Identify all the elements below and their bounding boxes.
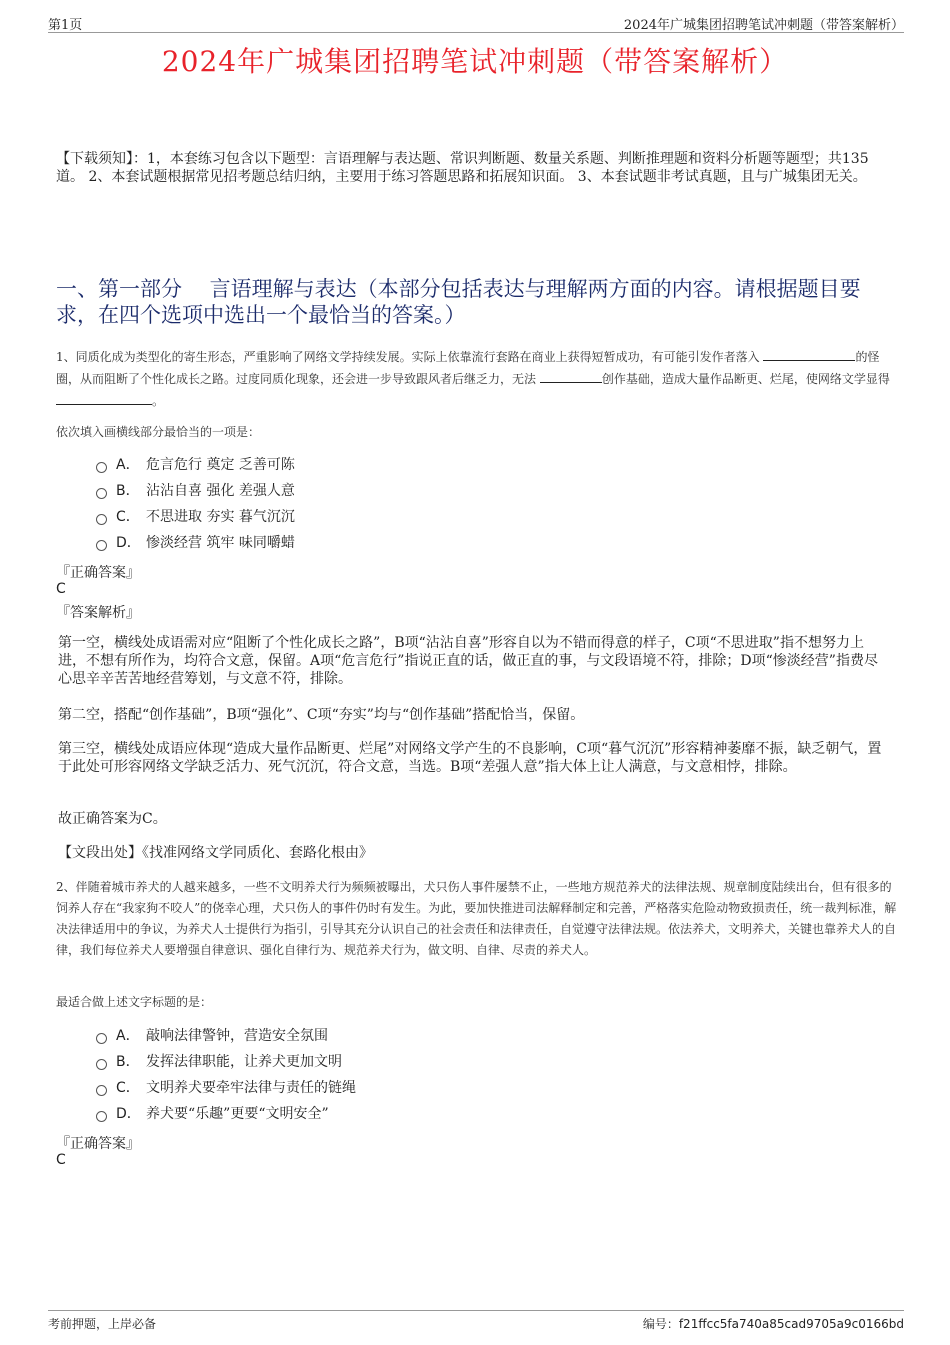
option-c[interactable]: C． 不思进取 夯实 暮气沉沉 [96,504,295,530]
option-b[interactable]: B． 沾沾自喜 强化 差强人意 [96,478,295,504]
analysis-paragraph-1: 第一空，横线处成语需对应“阻断了个性化成长之路”，B项“沾沾自喜”形容自以为不错而得意的样子，C项“不思进取”指不想努力上进，不想有所作为，均符合文意，保留。A项“危言危行”指说正直的话，做正直的事，与文段语境不符，排除；D项“惨淡经营”指费尽心思辛辛苦苦地经营筹划，与文意不符，排除。 [58,635,878,687]
question-2-stem: 2、伴随着城市养犬的人越来越多，一些不文明养犬行为频频被曝出，犬只伤人事件屡禁不止，一些地方规范养犬的法律法规、规章制度陆续出台，但有很多的饲养人存在“我家狗不咬人”的侥幸心理，犬只伤人的事件仍时有发生。为此，要加快推进司法解释制定和完善，严格落实危险动物致损责任，统一裁判标准，解决法律适用中的争议，为养犬人士提供行为指引，引导其充分认识自己的社会责任和法律责任，自觉遵守法律法规。依法养犬，文明养犬，关键也靠养犬人的自律，我们每位养犬人要增强自律意识、强化自律行为、规范养犬行为，做文明、自律、尽责的养犬人。 [56,880,897,957]
radio-icon[interactable] [96,514,107,525]
footer-slogan: 考前押题，上岸必备 [48,1317,157,1331]
radio-icon[interactable] [96,1033,107,1044]
page-footer [48,1310,904,1331]
blank-3 [56,390,152,405]
footer-serial: 编号：f21ffcc5fa740a85cad9705a9c0166bd [642,1317,904,1331]
radio-icon[interactable] [96,462,107,473]
question-1-options [96,452,295,556]
source-citation: 【文段出处】《找准网络文学同质化、套路化根由》 [58,845,373,861]
analysis-paragraph-2: 第二空，搭配“创作基础”，B项“强化”、C项“夯实”均与“创作基础”搭配恰当，保留。 [58,707,585,723]
analysis-label: 『答案解析』 [56,605,140,621]
option-d[interactable]: D． 惨淡经营 筑牢 味同嚼蜡 [96,530,295,556]
radio-icon[interactable] [96,488,107,499]
document-title: 2024年广城集团招聘笔试冲刺题（带答案解析） [161,45,789,78]
radio-icon[interactable] [96,1085,107,1096]
radio-icon[interactable] [96,1059,107,1070]
option-b[interactable]: B． 发挥法律职能，让养犬更加文明 [96,1049,356,1075]
correct-answer: C [56,1152,66,1168]
answer-label: 『正确答案』 [56,565,140,581]
page-header [48,14,904,33]
analysis-paragraph-3: 第三空，横线处成语应体现“造成大量作品断更、烂尾”对网络文学产生的不良影响，C项“暮气沉沉”形容精神萎靡不振，缺乏朝气，置于此处可形容网络文学缺乏活力、死气沉沉，符合文意，当选。B项“差强人意”指大体上让人满意，与文意相悖，排除。 [58,741,882,775]
radio-icon[interactable] [96,1111,107,1122]
question-1-prompt: 依次填入画横线部分最恰当的一项是： [56,425,261,439]
blank-2 [540,368,602,383]
download-notice: 【下载须知】：1，本套练习包含以下题型：言语理解与表达题、常识判断题、数量关系题、判断推理题和资料分析题等题型；共135道。 2、本套试题根据常见招考题总结归纳，主要用于练习答题思路和拓展知识面。 3、本套试题非考试真题，且与广城集团无关。 [56,151,869,185]
answer-label: 『正确答案』 [56,1136,140,1152]
question-2-options [96,1023,356,1127]
analysis-conclusion: 故正确答案为C。 [58,811,167,827]
blank-1 [763,346,855,361]
correct-answer: C [56,581,66,597]
section-heading: 一、第一部分 言语理解与表达（本部分包括表达与理解两方面的内容。请根据题目要求，在四个选项中选出一个最恰当的答案。） [56,277,861,327]
page-number: 第1页 [48,18,83,33]
option-d[interactable]: D． 养犬要“乐趣”更要“文明安全” [96,1101,356,1127]
question-1-stem: 1、同质化成为类型化的寄生形态，严重影响了网络文学持续发展。实际上依靠流行套路在商业上获得短暂成功，有可能引发作者落入 的怪圈，从而阻断了个性化成长之路。过度同质化现象，还会进一步导致跟风者后继乏力，无法 创作基础，造成大量作品断更、烂尾，使网络文学显得 。 [56,346,902,412]
question-2-prompt: 最适合做上述文字标题的是： [56,995,213,1009]
option-c[interactable]: C． 文明养犬要牵牢法律与责任的链绳 [96,1075,356,1101]
option-a[interactable]: A． 敲响法律警钟，营造安全氛围 [96,1023,356,1049]
radio-icon[interactable] [96,540,107,551]
option-a[interactable]: A． 危言危行 奠定 乏善可陈 [96,452,295,478]
header-doc-title: 2024年广城集团招聘笔试冲刺题（带答案解析） [623,18,904,33]
